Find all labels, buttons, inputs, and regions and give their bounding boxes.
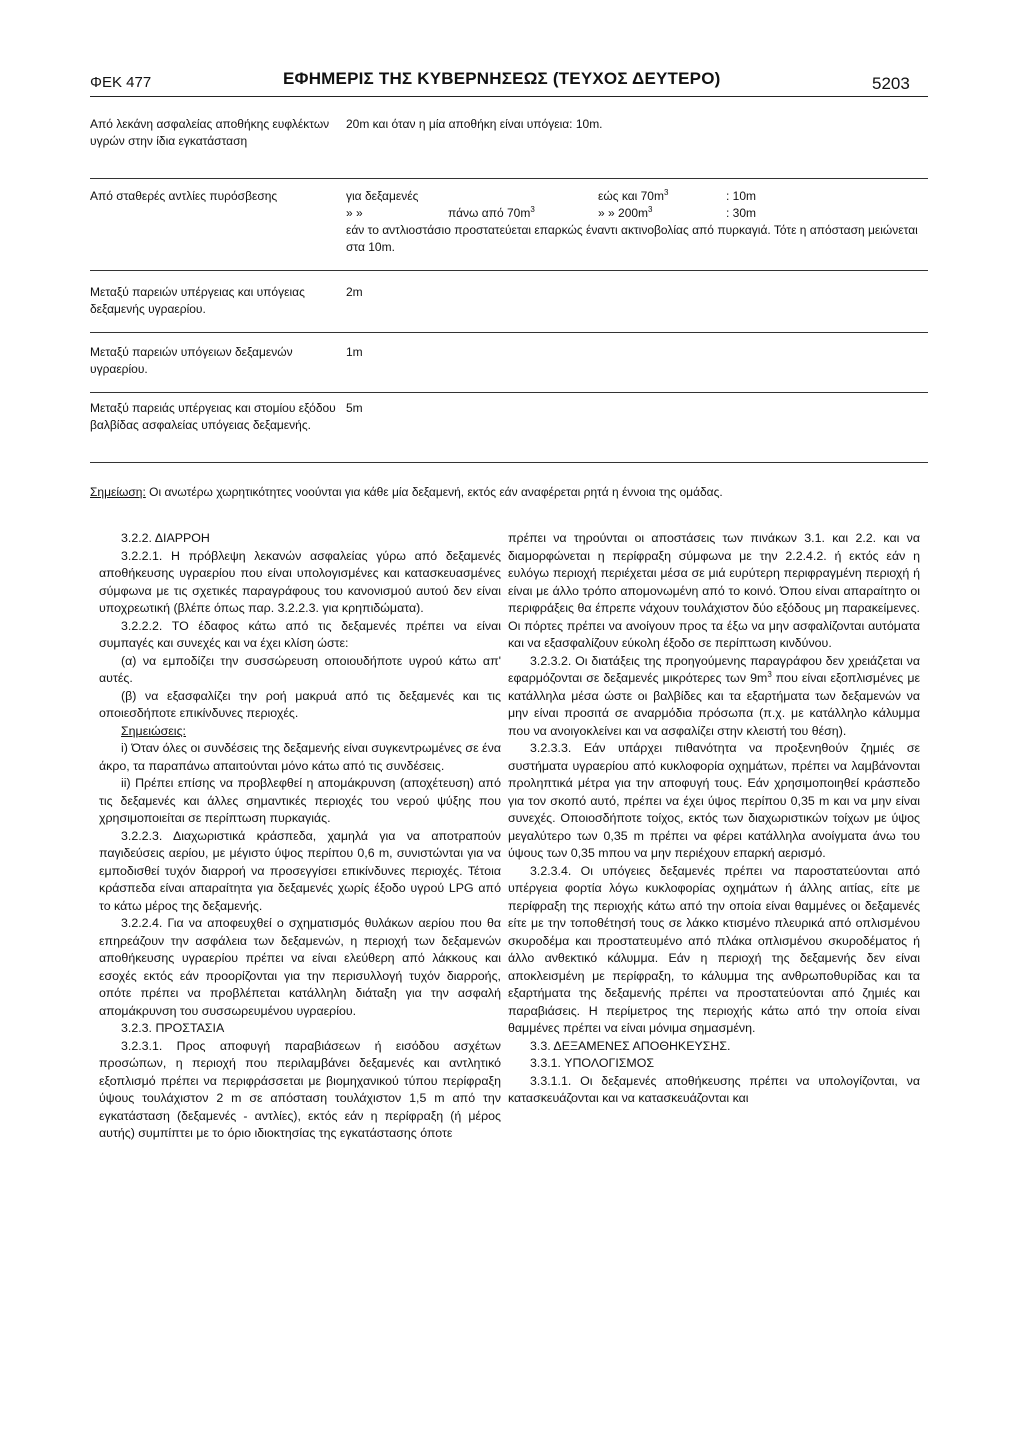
paragraph: i) Όταν όλες οι συνδέσεις της δεξαμενής είναι συγκεντρωμένες σε ένα άκρο, τα παραπάνω απαιτούνται μόνο κάτω από τις συνδέσεις.: [99, 741, 501, 773]
pump-line-3: εάν το αντλιοστάσιο προστατεύεται επαρκώς έναντι ακτινοβολίας από πυρκαγιά. Τότε η απόσταση μειώνεται στα 10m.: [346, 223, 918, 254]
table-rule: [90, 392, 928, 393]
paragraph-part: 3.2.3.2. Οι διατάξεις της προηγούμενης παραγράφου δεν χρειάζεται να εφαρμόζονται σε δεξαμενές μικρότερες των 9m: [508, 653, 920, 685]
notes-heading-text: Σημειώσεις:: [121, 723, 186, 738]
pump-line-2-c-text: » » 200m: [598, 206, 649, 220]
table-row-value: 5m: [346, 401, 363, 415]
issue-number: ΦΕΚ 477: [90, 74, 152, 91]
table-rule: [90, 332, 928, 333]
table-row: [90, 116, 928, 170]
table-row: [90, 188, 928, 268]
table-row-value: 1m: [346, 345, 363, 359]
paragraph: 3.3.1.1. Οι δεξαμενές αποθήκευσης πρέπει να υπολογίζονται, να κατασκευάζονται και να κατασκευάζονται και: [508, 1073, 920, 1105]
paragraph: 3.2.2.1. Η πρόβλεψη λεκανών ασφαλείας γύρω από δεξαμενές αποθήκευσης υγραερίου που είναι υπολογισμένες και κατασκευασμένες σύμφωνα με τις σχετικές παραγράφους του κανονισμού αυτού δεν είναι υποχρεωτική (βλέπε όπως παρ. 3.2.2.3. για κρηπιδώματα).: [99, 548, 501, 615]
table-row-label: Από λεκάνη ασφαλείας αποθήκης ευφλέκτων υγρών στην ίδια εγκατάσταση: [90, 117, 330, 148]
table-rule: [90, 178, 928, 179]
paragraph: ii) Πρέπει επίσης να προβλεφθεί η απομάκρυνση (αποχέτευση) από τις δεξαμενές και άλλες σημαντικές περιοχές του νερού ψύξης που χρησιμοποιείται σε περίπτωση πυρκαγιάς.: [99, 776, 501, 825]
pump-line-2-a: » »: [346, 206, 363, 220]
paragraph: 3.2.2.2. ΤΟ έδαφος κάτω από τις δεξαμενές πρέπει να είναι συμπαγές και συνεχές και να έχει κλίση ώστε:: [99, 618, 501, 650]
table-rule: [90, 270, 928, 271]
note-label: Σημείωση:: [90, 485, 146, 499]
paragraph: (β) να εξασφαλίζει την ροή μακρυά από τις δεξαμενές και τις οποιεσδήποτε επικίνδυνες περιοχές.: [99, 688, 501, 720]
table-row: [90, 344, 928, 384]
pump-line-1: [346, 188, 928, 205]
section-heading: 3.2.3. ΠΡΟΣΤΑΣΙΑ: [121, 1021, 225, 1035]
section-heading: 3.2.2. ΔΙΑΡΡΟΗ: [121, 531, 210, 545]
section-heading: 3.3. ΔΕΞΑΜΕΝΕΣ ΑΠΟΘΗΚΕΥΣΗΣ.: [530, 1038, 731, 1053]
pump-line-1-a: για δεξαμενές: [346, 189, 419, 203]
table-row-value: 2m: [346, 285, 363, 299]
pump-line-2-b-text: πάνω από 70m: [448, 206, 531, 220]
page-number: 5203: [872, 74, 910, 93]
paragraph: (α) να εμποδίζει την συσσώρευση οποιουδήποτε υγρού κάτω απ' αυτές.: [99, 653, 501, 685]
table-row-label: Από σταθερές αντλίες πυρόσβεσης: [90, 189, 278, 203]
table-row-label: Μεταξύ παρειών υπέργειας και υπόγειας δεξαμενής υγραερίου.: [90, 285, 305, 316]
pump-line-1-c: : 10m: [726, 189, 757, 203]
pump-line-1-b-text: εώς και 70m: [598, 189, 664, 203]
pump-line-1-b: [598, 188, 668, 205]
pump-line-2-b: [448, 205, 535, 222]
gazette-title: ΕΦΗΜΕΡΙΣ ΤΗΣ ΚΥΒΕΡΝΗΣΕΩΣ (ΤΕΥΧΟΣ ΔΕΥΤΕΡΟ): [283, 69, 721, 88]
paragraph: 3.2.3.4. Οι υπόγειες δεξαμενές πρέπει να παροστατεύονται από υπέργεια φορτία λόγω κυκλοφορίας οχημάτων ή άλλης αιτίας, είτε με περίφραξη της περιοχής κάτω από την οποία είναι θαμμένες οι δεξαμενές είτε με την τοποθέτησή τους σε λάκκο κτισμένο πλευρικά από οπλισμένου σκυροδέμα και προστατευμένο από πλάκα οπλισμένου σκυροδέματος ή άλλο ανθεκτικό κάλυμμα. Εάν η περιοχή της δεξαμενής δεν είναι αποκλεισμένη με περίφραξη, το κάλυμμα της ανθρωποθυρίδας και τα εξαρτήματα της δεξαμενής πρέπει να προστατεύονται από ζημιές και παραβιάσεις. Η περίμετρος της περιοχής κάτω από την οποία είναι θαμμένες πρέπει να είναι μόνιμα σημασμένη.: [508, 863, 920, 1035]
pump-line-2: [346, 205, 928, 222]
superscript: 3: [530, 205, 535, 214]
pump-line-2-d: : 30m: [726, 206, 757, 220]
note-text: Οι ανωτέρω χωρητικότητες νοούνται για κάθε μία δεξαμενή, εκτός εάν αναφέρεται ρητά η έννοια της ομάδας.: [145, 485, 723, 499]
capacity-note: [90, 484, 928, 501]
superscript: 3: [663, 188, 669, 197]
section-heading: 3.3.1. ΥΠΟΛΟΓΙΣΜΟΣ: [530, 1056, 655, 1070]
table-row: [90, 284, 928, 324]
paragraph-part: που είναι εξοπλισμένες με κατάλληλα μέσα ώστε οι βαλβίδες και τα εξαρτήματα των δεξαμενών να μην είναι προσιτά σε αναρμόδια πρόσωπα (π.χ. με κατάλληλο κάλυμμα που να ανοιγοκλείνει και να ασφαλίζει στην κλειστή του θέση).: [508, 671, 920, 738]
right-column: [508, 530, 920, 1108]
table-row: [90, 400, 928, 456]
superscript: 3: [648, 205, 653, 214]
pump-distances: [346, 188, 928, 256]
pump-line-2-c: [598, 205, 653, 222]
superscript: 3: [767, 670, 772, 679]
paragraph: 3.2.3.3. Εάν υπάρχει πιθανότητα να προξενηθούν ζημιές σε συστήματα υγραερίου από κυκλοφορία οχημάτων, πρέπει να λαμβάνονται προληπτικά μέτρα για την αποφυγή τους. Εάν χρησιμοποιηθεί κράσπεδο για τον σκοπό αυτό, πρέπει να έχει ύψος περίπου 0,35 m και να μην είναι συνεχές. Οποιοσδήποτε τοίχος, εκτός των διαχωριστικών τοίχων με ύψος μεγαλύτερο των 0,35 m πρέπει να φέρει κατάλληλα ανοίγματα άνω του ύψους των 0,35 mπου να μην περιέχουν επαρκή αερισμό.: [508, 741, 920, 860]
table-row-value: 20m και όταν η μία αποθήκη είναι υπόγεια: 10m.: [346, 117, 603, 131]
table-rule: [90, 462, 928, 463]
header-rule: [90, 96, 928, 97]
paragraph: 3.2.2.3. Διαχωριστικά κράσπεδα, χαμηλά για να αποτραπούν παγιδεύσεις αερίου, με μέγιστο ύψος περίπου 0,6 m, συνιστώνται για να εμποδισθεί τυχόν διαρροή να προσεγγίσει επικίνδυνες περιοχές. Τέτοια κράσπεδα είναι απαραίτητα για δεξαμενές χωρίς έξοδο υγρού LPG από το κάτω μέρος της δεξαμενής.: [99, 828, 501, 913]
paragraph: 3.2.2.4. Για να αποφευχθεί ο σχηματισμός θυλάκων αερίου που θα επηρεάζουν την ασφάλεια των δεξαμενών, η περιοχή των δεξαμενών αποθήκευσης υγραερίου πρέπει να είναι ελεύθερη από λάκκους και εσοχές εκτός εάν προορίζονται για την περισυλλογή τυχόν διαρροής, οπότε πρέπει να προβλέπεται κατάλληλη διάταξη για την ασφαλή απομάκρυνση του συσσωρευμένου υγραερίου.: [99, 916, 501, 1018]
paragraph: [508, 653, 920, 741]
paragraph: 3.2.3.1. Προς αποφυγή παραβιάσεων ή εισόδου ασχέτων προσώπων, η περιοχή που περιλαμβάνει δεξαμενές και αντλητικό εξοπλισμό πρέπει να περιφράσσεται με βιομηχανικού τύπου περίφραξη ύψους τουλάχιστον 2 m σε απόσταση τουλάχιστον 1,5 m από την εγκατάσταση (δεξαμενές - αντλίες), εκτός εάν η περίφραξη (ή μέρος αυτής) συμπίπτει με το όριο ιδιοκτησίας της εγκατάστασης όποτε: [99, 1038, 501, 1140]
paragraph: πρέπει να τηρούνται οι αποστάσεις των πινάκων 3.1. και 2.2. και να διαμορφώνεται η περίφραξη σύμφωνα με την 2.2.4.2. ή εκτός εάν η ευλόγω περιοχή περιέχεται μέσα σε μιά ευρύτερη περιφραγμένη περιοχή ή είναι με άλλο τρόπο απομονωμένη από το κοινό. Όπου είναι απαραίτητο οι περιφράξεις θα έπρεπε νάχουν τουλάχιστον δύο εξόδους μη παρακείμενες. Οι πόρτες πρέπει να ανοίγουν προς τα έξω να μην ασφαλίζονται αυτόματα και να εξασφαλίζουν εύκολη έξοδο σε περίπτωση κινδύνου.: [508, 531, 920, 650]
table-row-label: Μεταξύ παρειάς υπέργειας και στομίου εξόδου βαλβίδας ασφαλείας υπόγειας δεξαμενής.: [90, 401, 336, 432]
notes-heading: [99, 723, 501, 741]
table-row-label: Μεταξύ παρειών υπόγειων δεξαμενών υγραερίου.: [90, 345, 293, 376]
left-column: [99, 530, 501, 1143]
